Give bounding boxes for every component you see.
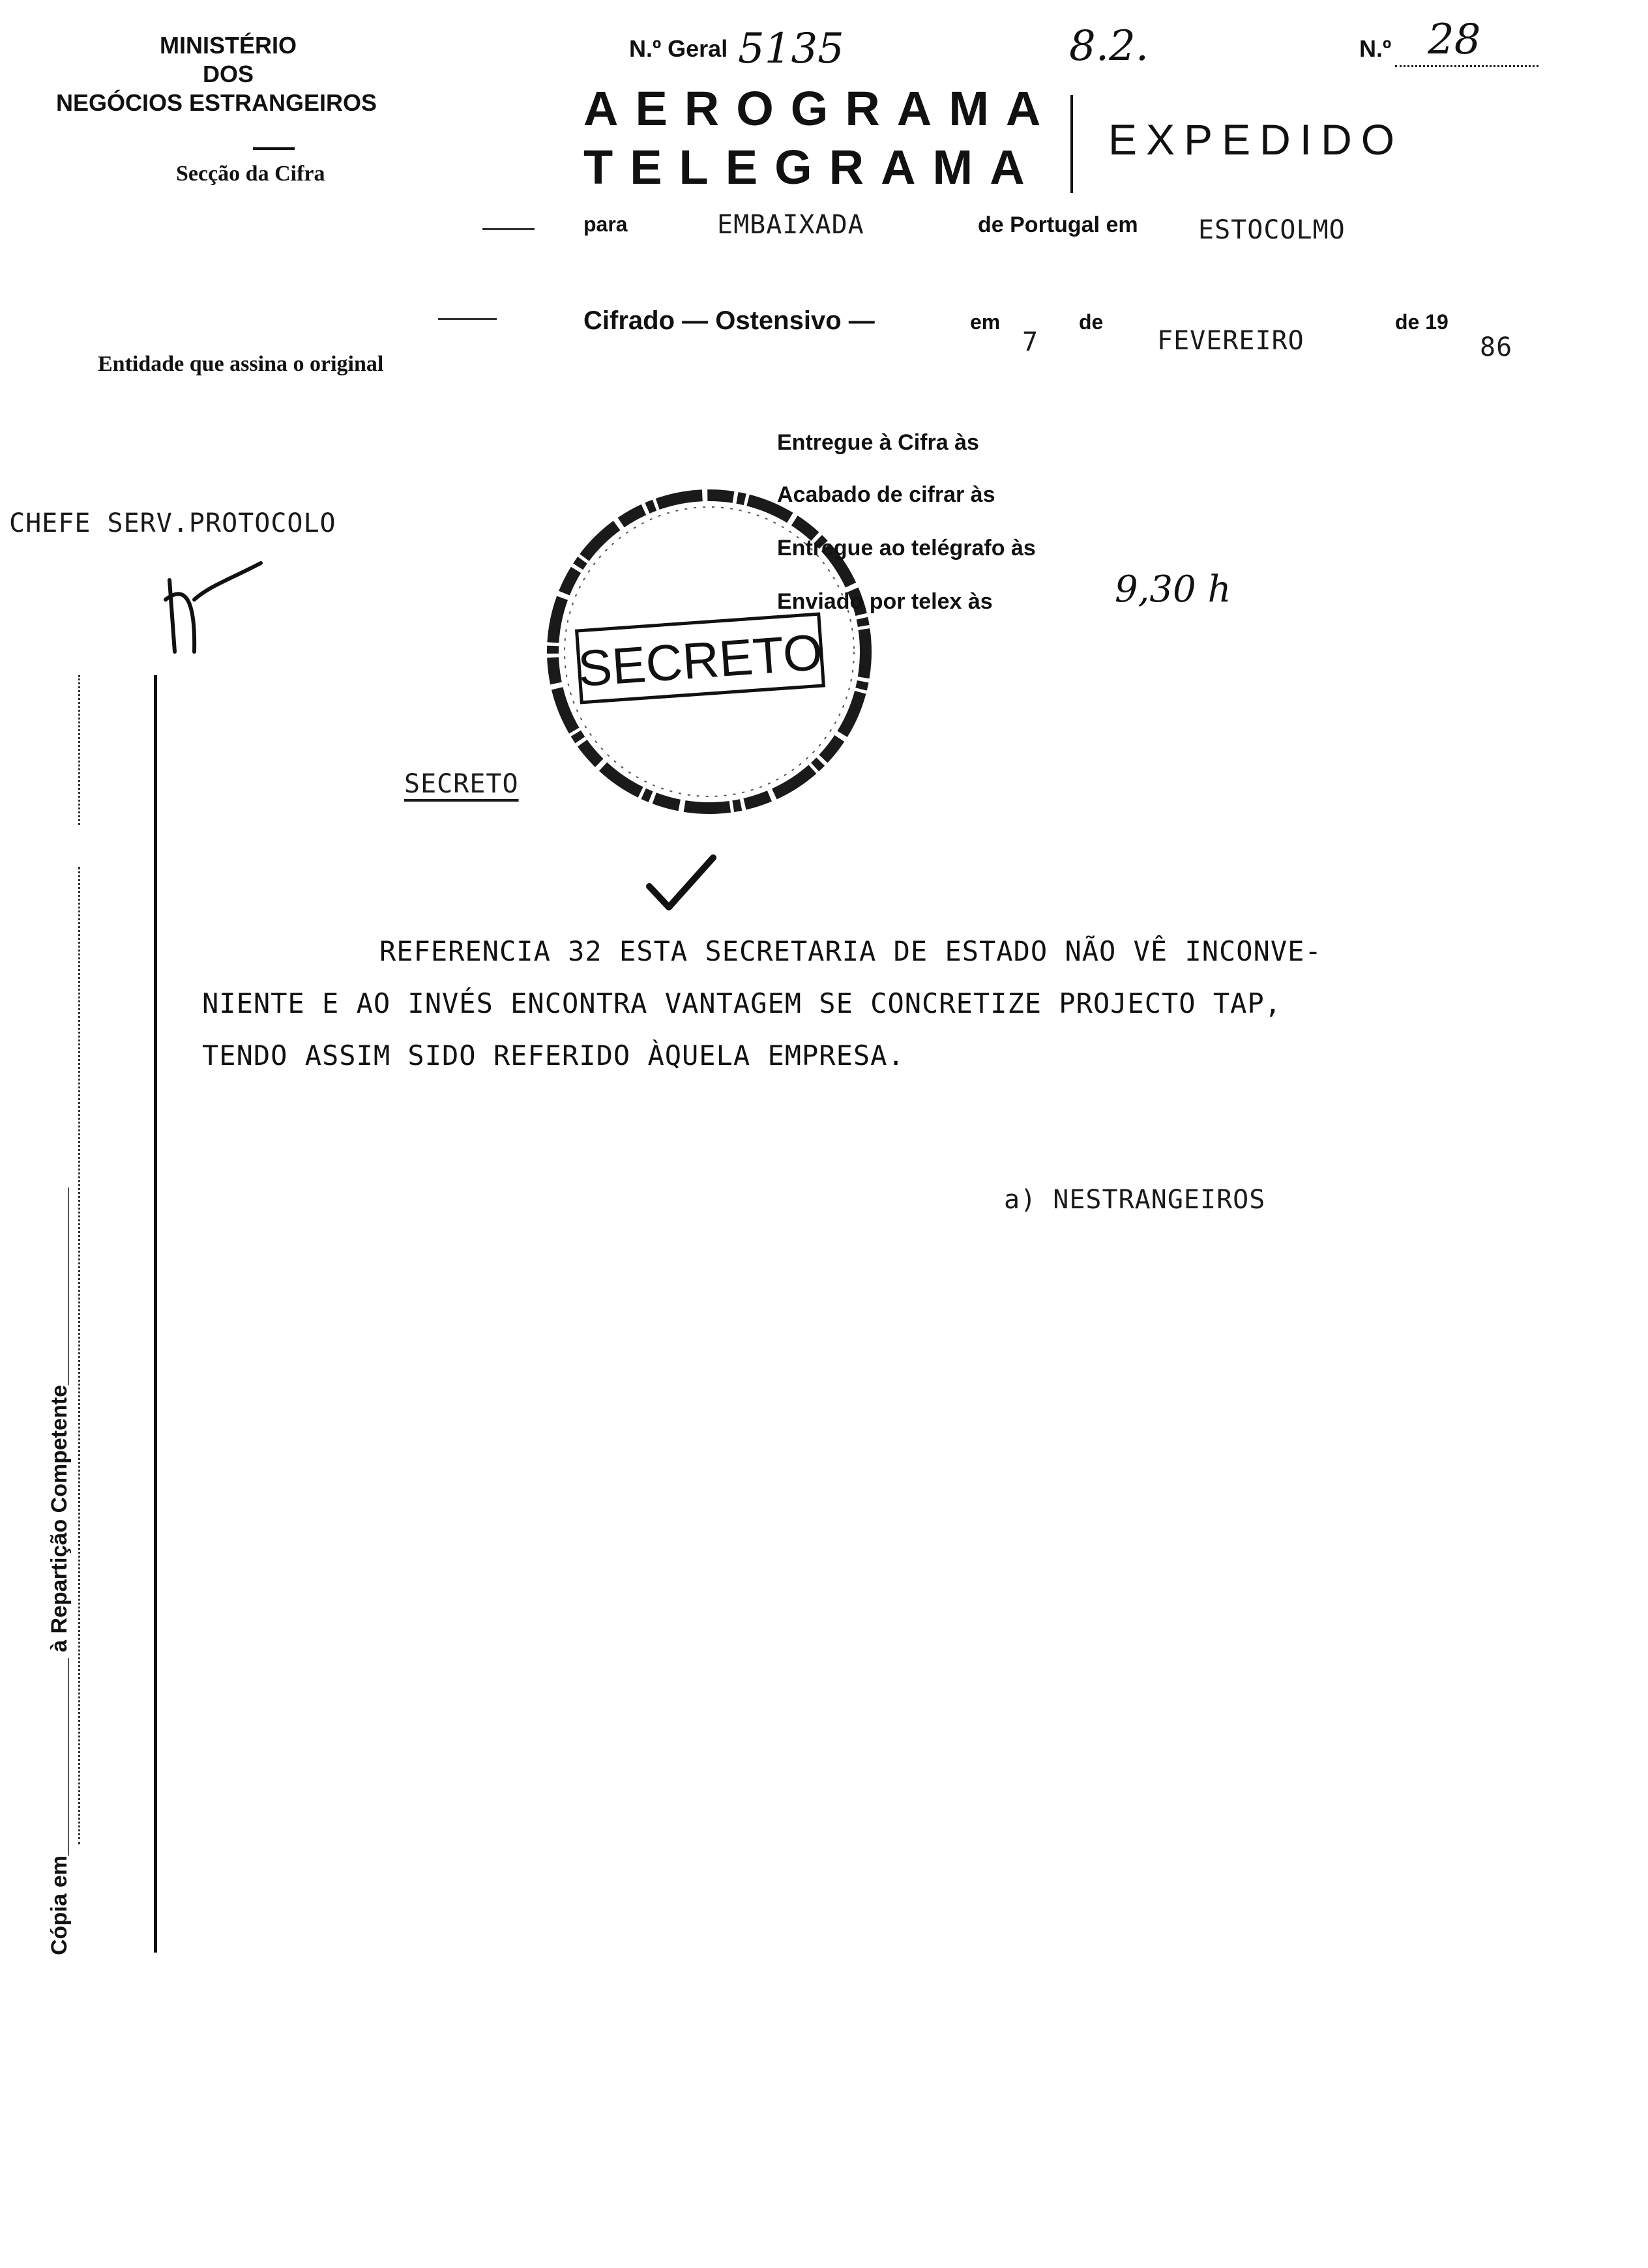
check-mark-icon: [645, 854, 717, 912]
title-aerograma: AEROGRAMA: [583, 81, 1058, 136]
year-prefix: de 19: [1395, 310, 1449, 334]
classification: SECRETO: [404, 769, 519, 799]
n-geral-label: N.º Geral: [629, 35, 728, 62]
destination-city: ESTOCOLMO: [1198, 215, 1346, 245]
entity-label: Entidade que assina o original: [98, 352, 384, 376]
ministry-header: [55, 31, 398, 117]
em-label: em: [970, 310, 1001, 334]
message-line-1: REFERENCIA 32 ESTA SECRETARIA DE ESTADO NÃO VÊ INCONVE-: [379, 935, 1322, 967]
de-label: de: [1079, 310, 1104, 334]
margin-dotted-line: [78, 675, 80, 825]
signature: [156, 560, 267, 665]
date-day: 7: [1022, 327, 1039, 357]
ministry-line-3: NEGÓCIOS ESTRANGEIROS: [55, 89, 377, 116]
handwritten-date: 8.2.: [1069, 22, 1149, 70]
stamp-text: SECRETO: [576, 622, 825, 697]
message-line-2: NIENTE E AO INVÉS ENCONTRA VANTAGEM SE CONCRETIZE PROJECTO TAP,: [202, 987, 1282, 1019]
title-brace: [1070, 95, 1080, 193]
para-label: para: [583, 212, 628, 236]
section-label: Secção da Cifra: [176, 162, 325, 186]
signer: CHEFE SERV.PROTOCOLO: [9, 508, 336, 538]
signoff: a) NESTRANGEIROS: [1004, 1185, 1266, 1215]
mode-label: Cifrado — Ostensivo —: [583, 306, 875, 335]
de-portugal-label: de Portugal em: [978, 212, 1138, 237]
ministry-line-2: DOS: [202, 61, 254, 87]
sent-time: 9,30 h: [1115, 568, 1231, 611]
timeline-row-2: Acabado de cifrar às: [777, 482, 995, 507]
n-label: N.º: [1359, 35, 1392, 62]
margin-rule: [154, 675, 157, 1953]
margin-dotted-line: [78, 867, 80, 1844]
ministry-line-1: MINISTÉRIO: [159, 32, 297, 59]
status-expedido: EXPEDIDO: [1108, 115, 1404, 164]
secreto-stamp: [527, 469, 892, 821]
timeline-row-4: Enviado por telex às: [777, 589, 993, 614]
n-value: 28: [1428, 16, 1481, 64]
timeline-row-1: Entregue à Cifra às: [777, 430, 979, 455]
n-geral-value: 5135: [738, 25, 844, 73]
dash-mark: [482, 228, 535, 230]
n-dotted-line: [1395, 65, 1538, 67]
timeline-row-3: Entregue ao telégrafo às: [777, 536, 1036, 560]
header-divider: [253, 147, 295, 150]
date-month: FEVEREIRO: [1157, 326, 1304, 356]
message-line-3: TENDO ASSIM SIDO REFERIDO ÀQUELA EMPRESA.: [202, 1040, 905, 1071]
year-suffix: 86: [1480, 332, 1513, 362]
recipient: EMBAIXADA: [717, 210, 864, 240]
message-body: [202, 925, 1322, 1082]
copy-note: Cópia em________________ à Repartição Competente________________: [47, 1187, 72, 1955]
title-telegrama: TELEGRAMA: [583, 140, 1042, 194]
dash-mark: [438, 318, 497, 320]
